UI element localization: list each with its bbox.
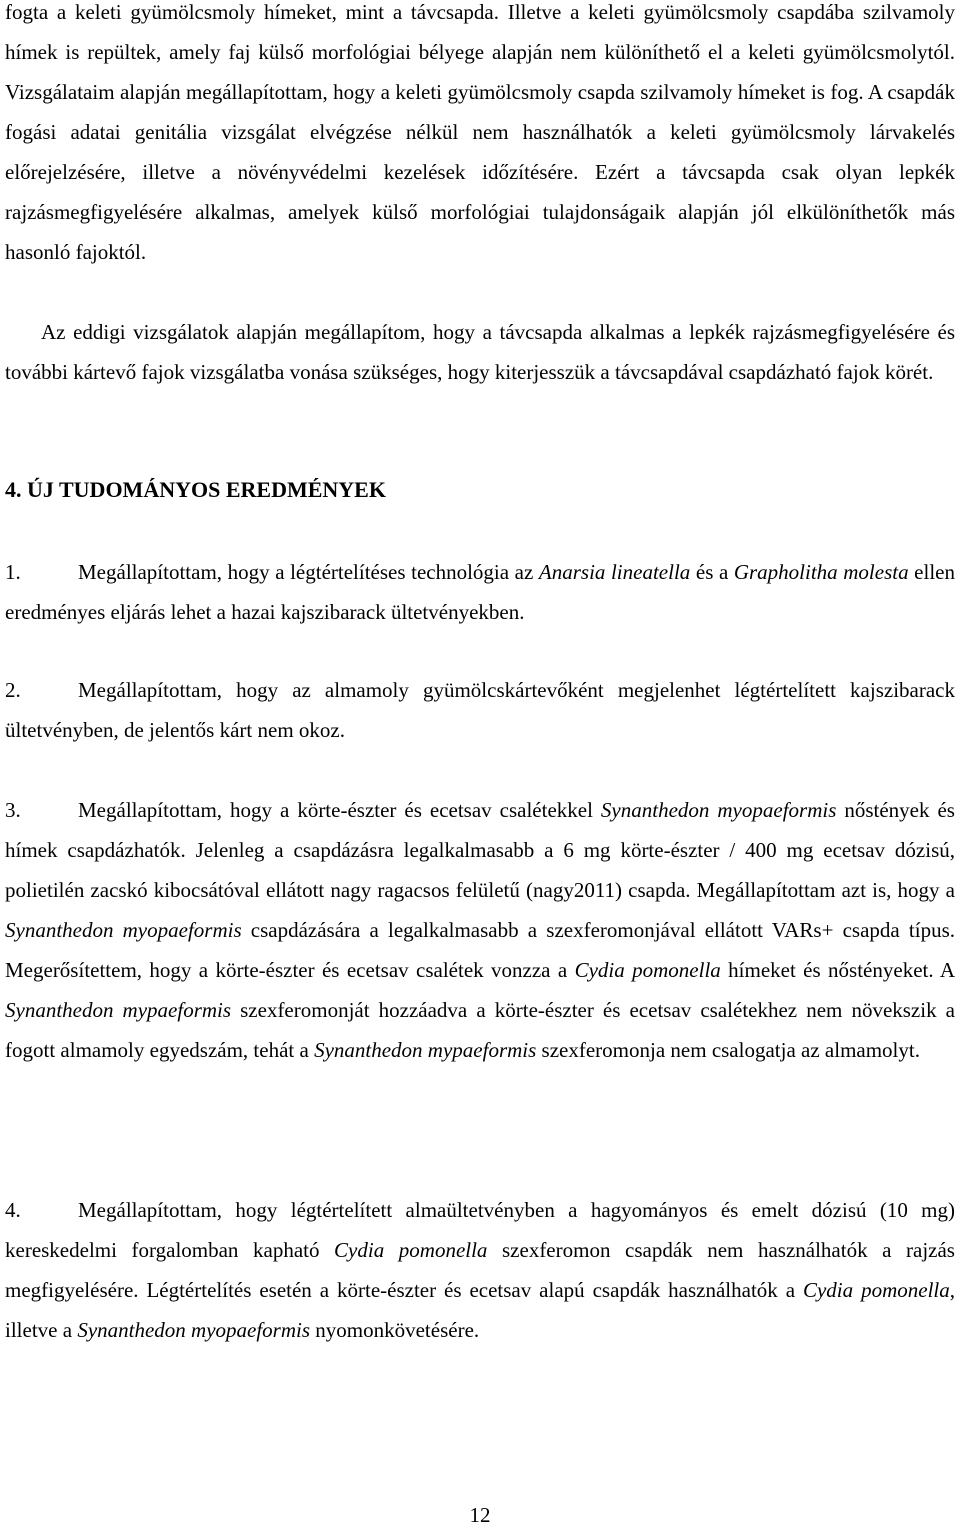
species-name: Synanthedon myopaeformis	[77, 1318, 311, 1342]
page-number: 12	[469, 1503, 491, 1527]
species-name: Synanthedon mypaeformis	[314, 1038, 537, 1062]
species-name: Cydia pomonella	[574, 958, 721, 982]
species-name: Grapholitha molesta	[733, 560, 909, 584]
species-name: Synanthedon myopaeformis	[600, 798, 837, 822]
species-name: Cydia pomonella	[334, 1238, 488, 1262]
result-number: 4.	[5, 1198, 21, 1222]
species-name: Cydia pomonella	[802, 1278, 950, 1302]
species-name: Synanthedon myopaeformis	[5, 918, 242, 942]
result-item-1: 1. Megállapítottam, hogy a légtértelítéses technológia az Anarsia lineatella és a Grapholitha molesta ellen eredményes eljárás lehet a hazai kajszibarack ültetvényekben.	[5, 552, 955, 632]
result-number: 2.	[5, 678, 21, 702]
species-name: Synanthedon mypaeformis	[5, 998, 232, 1022]
paragraph-intro: fogta a keleti gyümölcsmoly hímeket, mint a távcsapda. Illetve a keleti gyümölcsmoly csapdába szilvamoly hímek is repültek, amely faj külső morfológiai bélyege alapján nem különíthető el a keleti gyümölcsmolytól. Vizsgálataim alapján megállapítottam, hogy a keleti gyümölcsmoly csapda szilvamoly hímeket is fog. A csapdák fogási adatai genitália vizsgálat elvégzése nélkül nem használhatók a keleti gyümölcsmoly lárvakelés előrejelzésére, illetve a növényvédelmi kezelések időzítésére. Ezért a távcsapda csak olyan lepkék rajzásmegfigyelésére alkalmas, amelyek külső morfológiai tulajdonságaik alapján jól elkülöníthetők más hasonló fajoktól.	[5, 0, 955, 264]
section-heading: 4. ÚJ TUDOMÁNYOS EREDMÉNYEK	[5, 477, 386, 502]
result-item-4: 4. Megállapítottam, hogy légtértelített almaültetvényben a hagyományos és emelt dózisú (10 mg) kereskedelmi forgalomban kapható Cydia pomonella szexferomon csapdák nem használhatók a rajzás megfigyelésére. Légtértelítés esetén a körte-észter és ecetsav alapú csapdák használhatók a Cydia pomonella, illetve a Synanthedon myopaeformis nyomonkövetésére.	[5, 1190, 955, 1350]
result-number: 1.	[5, 560, 21, 584]
paragraph-conclusion: Az eddigi vizsgálatok alapján megállapítom, hogy a távcsapda alkalmas a lepkék rajzásmegfigyelésére és további kártevő fajok vizsgálatba vonása szükséges, hogy kiterjesszük a távcsapdával csapdázható fajok körét.	[5, 320, 955, 384]
result-item-2: 2. Megállapítottam, hogy az almamoly gyümölcskártevőként megjelenhet légtértelített kajszibarack ültetvényben, de jelentős kárt nem okoz.	[5, 670, 955, 750]
result-item-3: 3. Megállapítottam, hogy a körte-észter és ecetsav csalétekkel Synanthedon myopaeformis nőstények és hímek csapdázhatók. Jelenleg a csapdázásra legalkalmasabb a 6 mg körte-észter / 400 mg ecetsav dózisú, polietilén zacskó kibocsátóval ellátott nagy ragacsos felületű (nagy2011) csapda. Megállapítottam azt is, hogy a Synanthedon myopaeformis csapdázására a legalkalmasabb a szexferomonjával ellátott VARs+ csapda típus. Megerősítettem, hogy a körte-észter és ecetsav csalétek vonzza a Cydia pomonella hímeket és nőstényeket. A Synanthedon mypaeformis szexferomonját hozzáadva a körte-észter és ecetsav csalétekhez nem növekszik a fogott almamoly egyedszám, tehát a Synanthedon mypaeformis szexferomonja nem csalogatja az almamolyt.	[5, 790, 955, 1070]
result-number: 3.	[5, 798, 21, 822]
species-name: Anarsia lineatella	[538, 560, 691, 584]
